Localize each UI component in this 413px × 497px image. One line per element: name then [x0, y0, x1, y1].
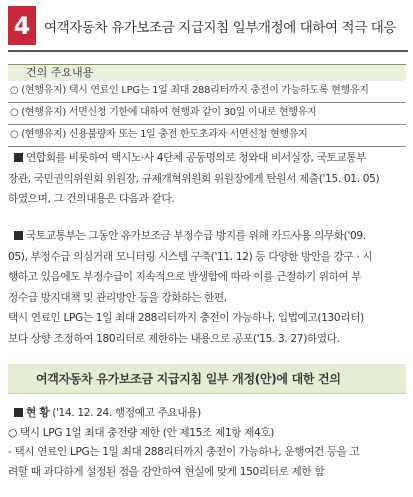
- status-line: - 택시 연료인 LPG는 1일 최대 288리터까지 충전이 가능하나, 운행여건 등을 고: [8, 446, 360, 458]
- summary-box: [8, 64, 406, 147]
- paragraph-ministry: [8, 226, 406, 349]
- section-number: 4: [8, 6, 36, 45]
- paragraph-line: 장관, 국민권익위원회 위원장, 규제개혁위원회 위원장에게 탄원서 제출('15. 01. 05): [8, 172, 380, 185]
- status-block: [8, 404, 406, 482]
- section-heading-bar: 여객자동차 유가보조금 지급지침 일부 개정(안)에 대한 건의: [8, 364, 406, 394]
- status-line: 려할 때 과다하게 설정된 점을 감안하여 현실에 맞게 150리터로 제한 함: [8, 465, 325, 478]
- square-bullet-icon: [14, 153, 23, 162]
- square-bullet-icon: [14, 231, 23, 240]
- summary-item: ○ (현행유지) 택시 연료인 LPG는 1일 최대 288리터까지 충전이 가능하도록 현행유지: [8, 81, 406, 103]
- section-header: [0, 0, 413, 52]
- paragraph-text: 연합회를 비롯하여 택시노·사 4단체 공동명의로 청와대 비서실장, 국토교통부: [26, 152, 366, 164]
- status-heading-note: ('14. 12. 24. 행정예고 주요내용): [52, 407, 201, 419]
- paragraph-line: 정수급 방지대책 및 관리방안 등을 강화하는 한편,: [8, 291, 227, 304]
- paragraph-line: 보다 상향 조정하여 180리터로 제한하는 내용으로 공포('15. 3. 27)하였다.: [8, 332, 340, 345]
- paragraph-line: 하였으며, 그 건의내용은 다음과 같다.: [8, 193, 175, 205]
- status-heading: [8, 404, 406, 424]
- status-line: ○ 택시 LPG 1일 최대 충전량 제한 (안 제15조 제1항 제4호): [8, 426, 275, 439]
- summary-item: ○ (현행유지) 신용불량자 또는 1일 충전 한도초과자 서면신청 현행유지: [8, 125, 406, 147]
- paragraph-line: 택시 연료인 LPG는 1일 최대 288리터까지 충전이 가능하나, 입법예고(130리터): [8, 312, 364, 324]
- section-title: 여객자동차 유가보조금 지급지침 일부개정에 대하여 적극 대응: [44, 20, 397, 36]
- paragraph-petition: [8, 148, 406, 210]
- square-bullet-icon: [14, 408, 23, 417]
- paragraph-line: 행하고 있음에도 부정수급이 지속적으로 발생함에 따라 이를 근절하기 위하여 부: [8, 271, 362, 283]
- paragraph-text: 국토교통부는 그동안 유가보조금 부정수급 방지를 위해 카드사용 의무화('09.: [26, 230, 366, 242]
- header-divider: [8, 50, 408, 52]
- paragraph-line: 05), 부정수급 의심거래 모니터링 시스템 구축('11. 12) 등 다양한 방안을 강구 · 시: [8, 250, 373, 263]
- paragraph-line: [8, 226, 406, 247]
- summary-item: ○ (현행유지) 서면신청 기한에 대하여 현행과 같이 30일 이내로 현행유지: [8, 103, 406, 125]
- paragraph-line: [8, 148, 406, 169]
- summary-title: 건의 주요내용: [8, 64, 406, 81]
- status-heading-label: 현 황: [26, 407, 50, 419]
